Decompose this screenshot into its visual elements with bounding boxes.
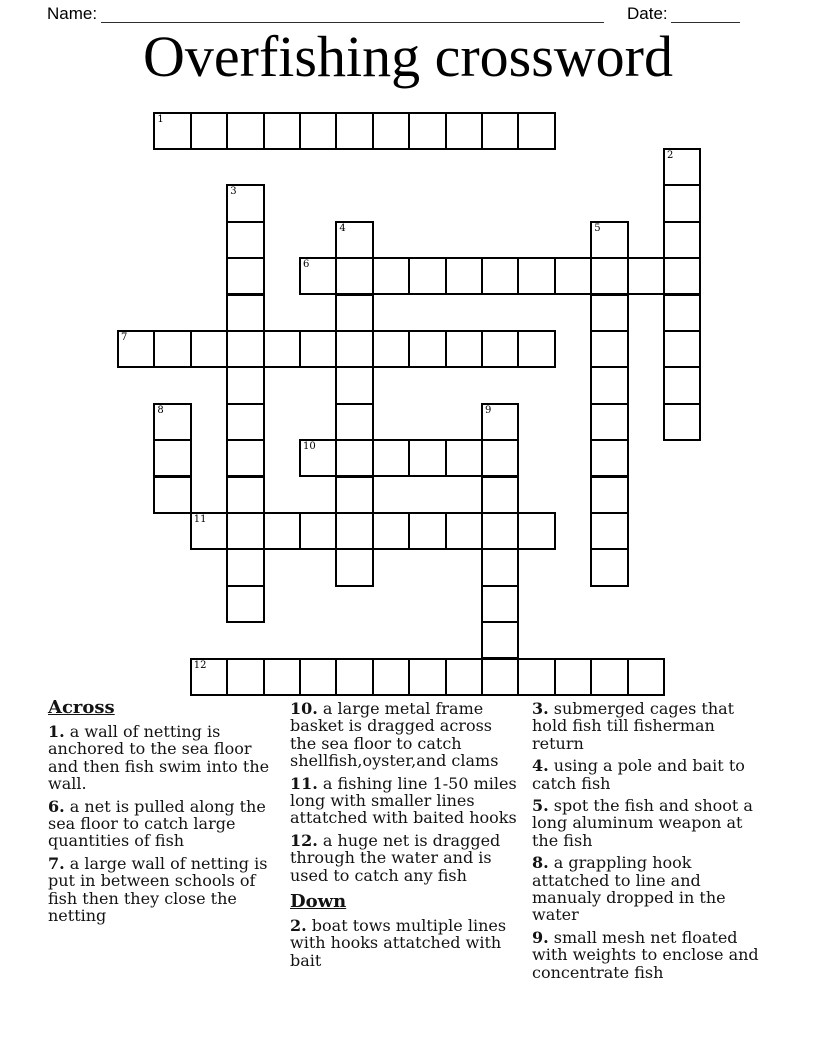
- cell-number: 10: [303, 441, 316, 453]
- clue-number: 1.: [48, 722, 65, 741]
- grid-cell[interactable]: [299, 512, 337, 550]
- cell-number: 7: [121, 331, 128, 343]
- grid-cell[interactable]: [517, 257, 555, 295]
- grid-cell[interactable]: [408, 658, 446, 696]
- grid-cell[interactable]: [263, 112, 301, 150]
- grid-cell[interactable]: [335, 512, 373, 550]
- grid-cell[interactable]: [117, 330, 155, 368]
- grid-cell[interactable]: [153, 476, 191, 514]
- clue-number: 3.: [532, 699, 549, 718]
- cell-number: 9: [485, 404, 492, 416]
- grid-cell[interactable]: [481, 476, 519, 514]
- cell-number: 5: [594, 222, 601, 234]
- cell-number: 3: [230, 186, 237, 198]
- grid-cell[interactable]: [372, 439, 410, 477]
- grid-cell[interactable]: [372, 512, 410, 550]
- grid-cell[interactable]: [408, 512, 446, 550]
- grid-cell[interactable]: [481, 512, 519, 550]
- grid-cell[interactable]: [190, 658, 228, 696]
- clue-column: [532, 697, 764, 981]
- grid-cell[interactable]: [590, 403, 628, 441]
- grid-cell[interactable]: [408, 439, 446, 477]
- clue-column: [48, 697, 280, 981]
- cell-number: 4: [339, 222, 346, 234]
- grid-cell[interactable]: [335, 548, 373, 586]
- cell-number: 8: [157, 404, 164, 416]
- page-title: Overfishing crossword: [143, 24, 673, 89]
- grid-cell[interactable]: [445, 512, 483, 550]
- grid-cell[interactable]: [299, 330, 337, 368]
- grid-cell[interactable]: [226, 512, 264, 550]
- grid-cell[interactable]: [335, 221, 373, 259]
- clue-number: 8.: [532, 853, 549, 873]
- grid-cell[interactable]: [263, 330, 301, 368]
- clue-item: 6. a net is pulled along the sea floor to catch large quantities of fish: [48, 796, 266, 851]
- clue-number: 4.: [532, 756, 549, 776]
- grid-cell[interactable]: [299, 658, 337, 696]
- grid-cell[interactable]: [226, 585, 264, 623]
- down-header: Down: [290, 891, 347, 913]
- grid-cell[interactable]: [590, 330, 628, 368]
- grid-cell[interactable]: [226, 257, 264, 295]
- grid-cell[interactable]: [481, 330, 519, 368]
- grid-cell[interactable]: [226, 403, 264, 441]
- clue-number: 2.: [290, 916, 307, 936]
- grid-cell[interactable]: [590, 366, 628, 404]
- grid-cell[interactable]: [153, 403, 191, 441]
- grid-cell[interactable]: [153, 330, 191, 368]
- grid-cell[interactable]: [372, 257, 410, 295]
- grid-cell[interactable]: [226, 439, 264, 477]
- clue-item: 8. a grappling hook attatched to line and manualy dropped in the water: [532, 853, 726, 925]
- grid-cell[interactable]: [517, 112, 555, 150]
- clue-item: 3. submerged cages that hold fish till fisherman return: [532, 699, 735, 753]
- grid-cell[interactable]: [153, 112, 191, 150]
- clue-number: 6.: [48, 796, 65, 816]
- grid-cell[interactable]: [408, 330, 446, 368]
- grid-cell[interactable]: [226, 476, 264, 514]
- clue-item: 2. boat tows multiple lines with hooks attatched with bait: [290, 916, 507, 970]
- grid-cell[interactable]: [590, 257, 628, 295]
- clue-item: 11. a fishing line 1-50 miles long with smaller lines attatched with baited hooks: [290, 773, 517, 828]
- clue-item: 12. a huge net is dragged through the water and is used to catch any fish: [290, 830, 501, 885]
- grid-cell[interactable]: [372, 658, 410, 696]
- name-label: Name:: [47, 4, 98, 23]
- grid-cell[interactable]: [445, 112, 483, 150]
- clue-number: 7.: [48, 853, 65, 873]
- grid-cell[interactable]: [445, 330, 483, 368]
- grid-cell[interactable]: [481, 112, 519, 150]
- clue-column: [290, 697, 522, 981]
- grid-cell[interactable]: [590, 294, 628, 332]
- grid-cell[interactable]: [335, 403, 373, 441]
- grid-cell[interactable]: [663, 330, 701, 368]
- grid-cell[interactable]: [663, 366, 701, 404]
- grid-cell[interactable]: [481, 439, 519, 477]
- grid-cell[interactable]: [627, 257, 665, 295]
- grid-cell[interactable]: [226, 184, 264, 222]
- grid-cell[interactable]: [590, 221, 628, 259]
- clue-item: 4. using a pole and bait to catch fish: [532, 756, 745, 793]
- grid-cell[interactable]: [517, 658, 555, 696]
- cell-number: 12: [193, 659, 207, 671]
- grid-cell[interactable]: [590, 476, 628, 514]
- grid-cell[interactable]: [335, 439, 373, 477]
- clue-item: 1. a wall of netting is anchored to the sea floor and then fish swim into the wall.: [48, 722, 270, 794]
- clue-number: 10.: [290, 699, 318, 718]
- grid-cell[interactable]: [445, 257, 483, 295]
- grid-cell[interactable]: [299, 439, 337, 477]
- grid-cell[interactable]: [190, 112, 228, 150]
- date-label: Date:: [627, 4, 668, 23]
- grid-cell[interactable]: [481, 585, 519, 623]
- clue-number: 5.: [532, 796, 549, 816]
- grid-cell[interactable]: [481, 257, 519, 295]
- grid-cell[interactable]: [663, 403, 701, 441]
- grid-cell[interactable]: [663, 184, 701, 222]
- grid-cell[interactable]: [299, 257, 337, 295]
- grid-cell[interactable]: [517, 512, 555, 550]
- grid-cell[interactable]: [335, 476, 373, 514]
- grid-cell[interactable]: [481, 403, 519, 441]
- across-header: Across: [48, 697, 115, 718]
- clue-number: 9.: [532, 927, 549, 947]
- grid-cell[interactable]: [335, 658, 373, 696]
- grid-cell[interactable]: [190, 330, 228, 368]
- clue-number: 12.: [290, 830, 318, 850]
- grid-cell[interactable]: [226, 221, 264, 259]
- grid-cell[interactable]: [627, 658, 665, 696]
- cell-number: 2: [667, 149, 674, 161]
- grid-cell[interactable]: [226, 366, 264, 404]
- grid-cell[interactable]: [299, 112, 337, 150]
- clue-item: 5. spot the fish and shoot a long aluminum weapon at the fish: [532, 796, 753, 850]
- grid-cell[interactable]: [481, 658, 519, 696]
- grid-cell[interactable]: [445, 658, 483, 696]
- grid-cell[interactable]: [517, 330, 555, 368]
- grid-cell[interactable]: [372, 112, 410, 150]
- cell-number: 6: [303, 259, 310, 271]
- clues-section: [48, 697, 774, 981]
- grid-cell[interactable]: [226, 294, 264, 332]
- cell-number: 1: [157, 113, 164, 125]
- grid-cell[interactable]: [554, 658, 592, 696]
- grid-cell[interactable]: [335, 112, 373, 150]
- grid-cell[interactable]: [226, 112, 264, 150]
- clue-item: 10. a large metal frame basket is dragged across the sea floor to catch shellfish,oyster,and clams: [290, 699, 499, 771]
- grid-cell[interactable]: [335, 330, 373, 368]
- grid-cell[interactable]: [190, 512, 228, 550]
- grid-cell[interactable]: [554, 257, 592, 295]
- grid-cell[interactable]: [590, 548, 628, 586]
- grid-cell[interactable]: [263, 658, 301, 696]
- grid-cell[interactable]: [481, 548, 519, 586]
- grid-cell[interactable]: [335, 294, 373, 332]
- grid-cell[interactable]: [335, 257, 373, 295]
- grid-cell[interactable]: [263, 512, 301, 550]
- grid-cell[interactable]: [481, 621, 519, 659]
- clue-item: 7. a large wall of netting is put in between schools of fish then they close the netting: [48, 853, 268, 926]
- grid-cell[interactable]: [590, 512, 628, 550]
- cell-number: 11: [193, 513, 207, 525]
- grid-cell[interactable]: [226, 548, 264, 586]
- grid-cell[interactable]: [408, 112, 446, 150]
- grid-cell[interactable]: [590, 439, 628, 477]
- grid-cell[interactable]: [445, 439, 483, 477]
- grid-cell[interactable]: [335, 366, 373, 404]
- grid-cell[interactable]: [663, 257, 701, 295]
- clue-number: 11.: [290, 773, 318, 793]
- grid-cell[interactable]: [372, 330, 410, 368]
- grid-cell[interactable]: [663, 294, 701, 332]
- grid-cell[interactable]: [153, 439, 191, 477]
- grid-cell[interactable]: [663, 221, 701, 259]
- grid-cell[interactable]: [408, 257, 446, 295]
- grid-cell[interactable]: [590, 658, 628, 696]
- grid-cell[interactable]: [226, 658, 264, 696]
- grid-cell[interactable]: [663, 148, 701, 186]
- grid-cell[interactable]: [226, 330, 264, 368]
- clue-item: 9. small mesh net floated with weights to enclose and concentrate fish: [532, 927, 759, 982]
